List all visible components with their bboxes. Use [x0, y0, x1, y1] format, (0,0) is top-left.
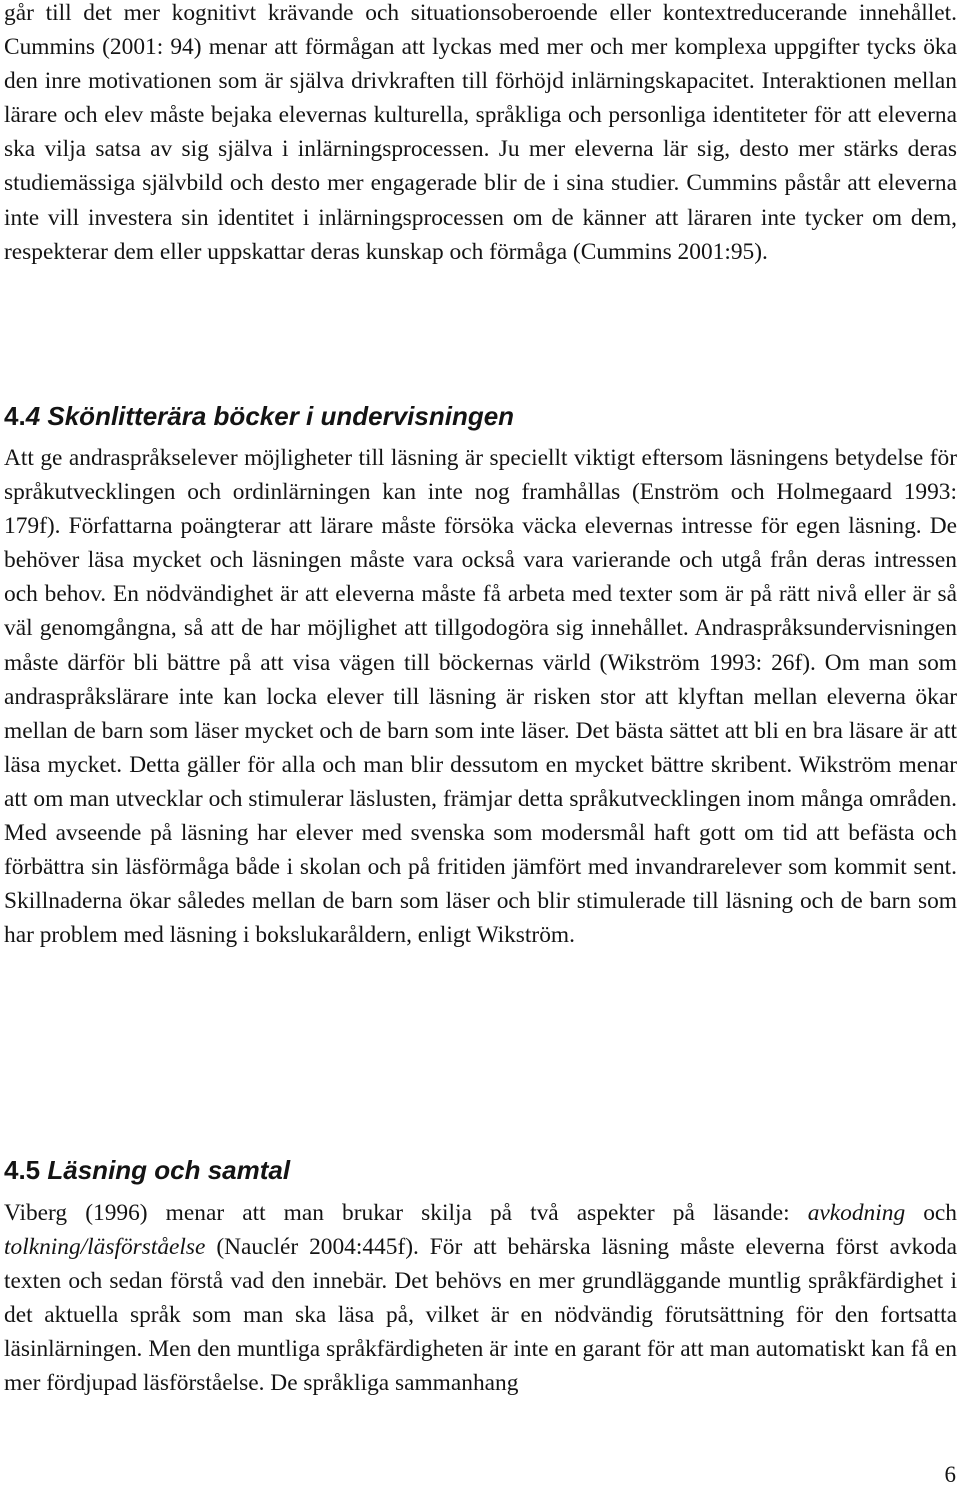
section-number: 4. [4, 401, 26, 431]
section-title: Läsning och samtal [40, 1155, 291, 1185]
body-paragraph-continued: går till det mer kognitivt krävande och situationsoberoende eller kontextreducerande innehållet. Cummins (2001: 94) menar att förmågan att lyckas med mer och mer komplexa uppgifter tycks öka den inre motivationen som är själva drivkraften till förhöjd inlärningskapacitet. Interaktionen mellan lärare och elev måste bejaka elevernas kulturella, språkliga och personliga identiteter för att eleverna ska vilja satsa av sig själva i inlärningsprocessen. Ju mer eleverna lär sig, desto mer stärks deras studiemässiga självbild och desto mer engagerade blir de i sina studier. Cummins påstår att eleverna inte vill investera sin identitet i inlärningsprocessen om de känner att läraren inte tycker om dem, respekterar dem eller uppskattar deras kunskap och förmåga (Cummins 2001:95). [4, 0, 957, 265]
body-paragraph-4-4: Att ge andraspråkselever möjligheter till läsning är speciellt viktigt eftersom läsningens betydelse för språkutvecklingen och ordinlärningen kan inte nog framhållas (Enström och Holmegaard 1993: 179f). Författarna poängterar att lärare måste försöka väcka elevernas intresse för egen läsning. De behöver läsa mycket och läsningen måste vara också vara varierande och utgå från deras intressen och behov. En nödvändighet är att eleverna måste få arbeta med texter som är på rätt nivå eller är så väl genomgångna, så att de har möjlighet att tillgodogöra sig innehållet. Andraspråksundervisningen måste därför bli bättre på att visa vägen till böckernas värld (Wikström 1993: 26f). Om man som andraspråkslärare inte kan locka elever till läsning är risken stor att klyftan mellan eleverna ökar mellan de barn som läser mycket och de barn som inte läser. Det bästa sättet att bli en bra läsare är att läsa mycket. Detta gäller för alla och man blir dessutom en mycket bättre skribent. Wikström menar att om man utvecklar och stimulerar läslusten, främjar detta språkutvecklingen inom många områden. Med avseende på läsning har elever med svenska som modersmål haft gott om tid att befästa och förbättra sin läsförmåga både i skolan och på fritiden jämfört med invandrarelever som kommit sent. Skillnaderna ökar således mellan de barn som läser och blir stimulerade till läsning och de barn som har problem med läsning i bokslukaråldern, enligt Wikström. [4, 445, 957, 949]
section-title: Skönlitterära böcker i undervisningen [40, 401, 515, 431]
paragraph-text: (Nauclér 2004:445f). För att behärska läsning måste eleverna först avkoda texten och sedan förstå vad den innebär. Det behövs en mer grundläggande muntlig språkfärdighet i det aktuella språk som man ska läsa på, vilket är en nödvändig förutsättning för den fortsatta läsinlärningen. Men den muntliga språkfärdigheten är inte en garant för att man automatiskt kan få en mer fördjupad läsförståelse. De språkliga sammanhang [4, 1234, 957, 1397]
body-paragraph-4-5 [4, 1196, 957, 1401]
section-number: 4.5 [4, 1155, 41, 1185]
term-tolkning: tolkning/läsförståelse [4, 1234, 206, 1261]
paragraph-text: och [905, 1200, 958, 1226]
section-number-digit: 4 [25, 401, 41, 431]
page-number: 6 [944, 1462, 956, 1487]
section-heading-4-5 [4, 1152, 290, 1188]
section-heading-4-4 [4, 398, 514, 434]
paragraph-text: Viberg (1996) menar att man brukar skilja på två aspekter på läsande: [4, 1200, 808, 1226]
term-avkodning: avkodning [807, 1200, 906, 1226]
